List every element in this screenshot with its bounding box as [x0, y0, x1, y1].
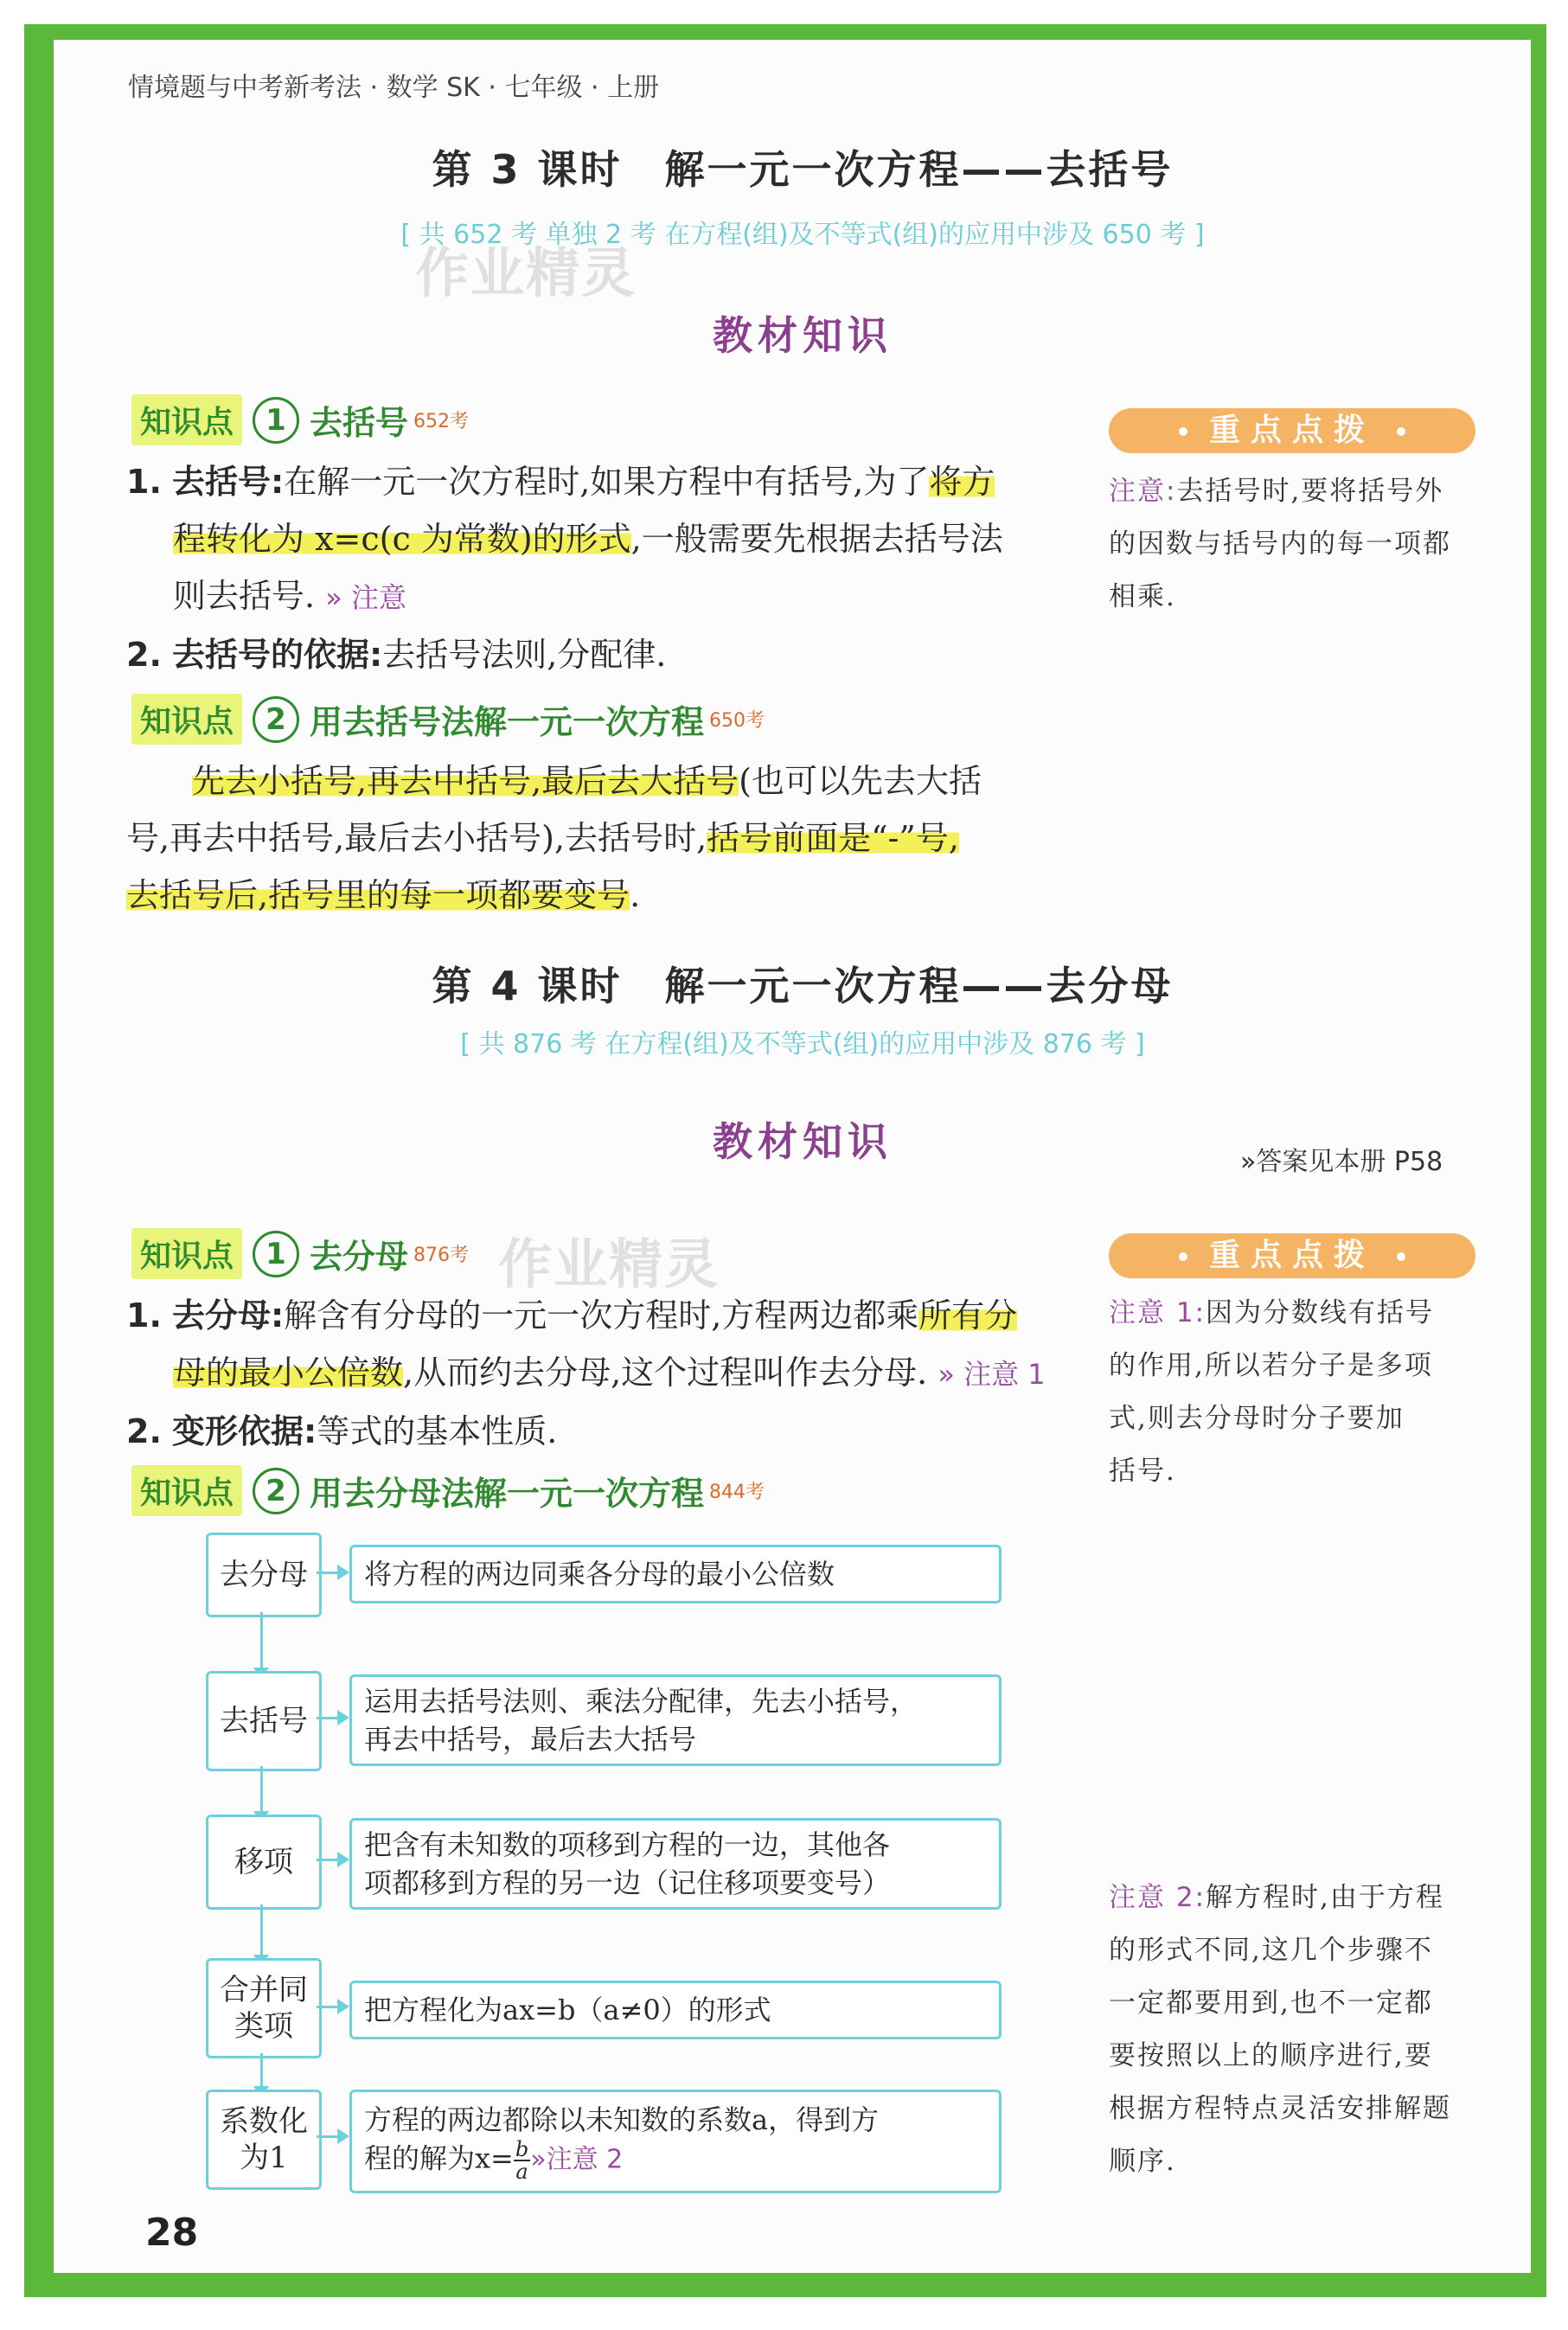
- highlight-text: 去括号后,括号里的每一项都要变号: [126, 876, 630, 914]
- step-name: 去括号: [220, 1704, 308, 1738]
- dot-icon: [1397, 427, 1405, 436]
- lesson3-kp2-paragraph: [126, 752, 1078, 924]
- tip-text: 因为分数线有括号: [1206, 1297, 1435, 1328]
- item-text: 解含有分母的一元一次方程时,方程两边都乘: [284, 1296, 919, 1335]
- item-label: 去括号的依据:: [171, 636, 383, 674]
- green-frame-top: [24, 24, 1546, 40]
- flow-step-desc: [349, 1545, 1002, 1603]
- kp-tag: 知识点: [131, 394, 242, 445]
- step-name-line: 类项: [234, 2009, 293, 2044]
- paragraph-text: .: [630, 876, 641, 914]
- flow-step-remove-denominators: [206, 1533, 322, 1617]
- arrow-right-icon: [337, 1999, 349, 2014]
- flow-step-desc: [349, 2090, 1002, 2193]
- dot-icon: [1179, 427, 1187, 436]
- fraction-denominator: a: [515, 2160, 528, 2184]
- kp-tag: 知识点: [131, 1228, 242, 1279]
- note-link[interactable]: » 注意 1: [938, 1358, 1046, 1391]
- step-desc-line: 把方程化为ax=b（a≠0）的形式: [364, 1994, 771, 2026]
- kp-number: 2: [253, 696, 299, 743]
- fraction-numerator: b: [515, 2137, 529, 2161]
- lesson4-stats: [ 共 876 考 在方程(组)及不等式(组)的应用中涉及 876 考 ]: [460, 1029, 1145, 1059]
- item-text: 去括号法则,分配律.: [382, 636, 667, 674]
- highlight-text: 先去小括号,再去中括号,最后去大括号: [192, 762, 739, 800]
- kp-count: 650考: [709, 710, 765, 732]
- lesson4-section-title: 教材知识: [713, 1118, 893, 1165]
- item-number: 1.: [126, 463, 162, 501]
- flow-step-desc: [349, 1674, 1002, 1766]
- item-label: 去分母:: [171, 1296, 285, 1335]
- item-number: 2.: [126, 636, 162, 674]
- dot-icon: [1179, 1252, 1187, 1261]
- running-header: 情境题与中考新考法 · 数学 SK · 七年级 · 上册: [128, 73, 660, 103]
- watermark: 作业精灵: [415, 241, 637, 304]
- arrow-right-icon: [337, 1565, 349, 1580]
- page-number: 28: [145, 2211, 199, 2255]
- flow-step-desc: [349, 1818, 1002, 1910]
- lesson3-kp1-item1: [126, 453, 1078, 683]
- item-number: 2.: [126, 1412, 162, 1450]
- tip-head-label: 重点点拨: [1208, 413, 1375, 448]
- kp-count: 652考: [413, 411, 470, 432]
- tip-head-label: 重点点拨: [1208, 1238, 1375, 1273]
- step-name: 移项: [234, 1845, 293, 1879]
- dot-icon: [1397, 1252, 1405, 1261]
- item-text: 等式的基本性质.: [317, 1412, 558, 1450]
- lesson4-kp2-header: [131, 1465, 765, 1516]
- watermark: 作业精灵: [498, 1232, 720, 1296]
- kp-title: 去分母: [310, 1238, 409, 1276]
- flow-connector: [317, 1717, 339, 1719]
- lesson3-tip-body: [1109, 465, 1489, 624]
- flow-connector: [260, 1612, 263, 1671]
- lesson3-kp2-header: [131, 694, 765, 745]
- tip-text: 要按照以上的顺序进行,要: [1109, 2040, 1433, 2071]
- paragraph-text: (也可以先去大括: [739, 762, 982, 800]
- flow-connector: [317, 1571, 339, 1574]
- lesson3-tip-header: [1109, 408, 1475, 453]
- tip-text: 式,则去分母时分子要加: [1109, 1403, 1405, 1434]
- highlight-text: 所有分: [918, 1296, 1018, 1335]
- lesson4-kp1-items: [126, 1287, 1078, 1460]
- kp-tag: 知识点: [131, 694, 242, 745]
- kp-number: 1: [253, 1231, 299, 1277]
- fraction: [514, 2139, 530, 2182]
- kp-count: 876考: [413, 1245, 470, 1266]
- tip-text: 顺序.: [1109, 2146, 1176, 2177]
- flow-connector: [260, 2053, 263, 2090]
- flow-connector: [317, 2006, 339, 2008]
- lesson3-kp1-header: [131, 394, 469, 445]
- answer-reference[interactable]: »答案见本册 P58: [1240, 1147, 1443, 1177]
- arrow-right-icon: [337, 1710, 349, 1725]
- step-name: 去分母: [220, 1558, 308, 1592]
- step-desc-line: [364, 2139, 623, 2182]
- tip-text: 根据方程特点灵活安排解题: [1109, 2093, 1451, 2124]
- arrow-right-icon: [337, 1852, 349, 1867]
- arrow-right-icon: [337, 2128, 349, 2144]
- flow-connector: [317, 1859, 339, 1861]
- kp-title: 用去括号法解一元一次方程: [310, 703, 705, 741]
- lesson4-tip-note2: [1109, 1872, 1489, 2188]
- flow-connector: [260, 1766, 263, 1815]
- item-text: 则去括号.: [173, 577, 316, 615]
- item-number: 1.: [126, 1296, 162, 1335]
- green-frame-bottom: [24, 2273, 1546, 2297]
- flow-step-combine-like-terms: [206, 1958, 322, 2058]
- lesson3-title: 第 3 课时 解一元一次方程——去括号: [432, 146, 1174, 193]
- lesson4-tip-note1: [1109, 1287, 1489, 1498]
- tip-text: 一定都要用到,也不一定都: [1109, 1988, 1433, 2019]
- kp-title: 去括号: [310, 404, 409, 442]
- tip-text: 相乘.: [1109, 581, 1176, 612]
- step-desc-line: 项都移到方程的另一边（记住移项要变号）: [364, 1866, 891, 1899]
- step-name-line: 为1: [240, 2141, 288, 2175]
- lesson4-tip-header: [1109, 1233, 1475, 1278]
- kp-number: 1: [253, 397, 299, 444]
- highlight-text: 程转化为 x=c(c 为常数)的形式: [173, 520, 631, 558]
- step-desc-line: 运用去括号法则、乘法分配律，先去小括号，: [364, 1685, 918, 1718]
- step-desc-text: 程的解为x=: [364, 2141, 514, 2175]
- tip-label: 注意:: [1109, 476, 1177, 507]
- lesson4-title: 第 4 课时 解一元一次方程——去分母: [432, 963, 1174, 1009]
- flow-connector: [260, 1904, 263, 1958]
- flow-step-coefficient-to-one: [206, 2090, 322, 2190]
- tip-text: 括号.: [1109, 1456, 1176, 1487]
- tip-text: 的形式不同,这几个步骤不: [1109, 1935, 1433, 1966]
- note-link[interactable]: »注意 2: [530, 2144, 624, 2175]
- paragraph-text: 号,再去中括号,最后去小括号),去括号时,: [126, 819, 707, 857]
- step-desc-line: 将方程的两边同乘各分母的最小公倍数: [364, 1558, 835, 1591]
- highlight-text: 括号前面是“-”号,: [707, 819, 959, 857]
- tip-text: 解方程时,由于方程: [1206, 1882, 1444, 1913]
- item-label: 去括号:: [171, 463, 285, 501]
- step-desc-line: 方程的两边都除以未知数的系数a，得到方: [364, 2103, 880, 2136]
- highlight-text: 母的最小公倍数: [173, 1354, 404, 1392]
- item-text: 在解一元一次方程时,如果方程中有括号,为了: [284, 463, 930, 501]
- kp-number: 2: [253, 1468, 299, 1514]
- item-text: ,一般需要先根据去括号法: [630, 520, 1003, 558]
- kp-count: 844考: [709, 1482, 765, 1503]
- step-desc-line: 把含有未知数的项移到方程的一边，其他各: [364, 1828, 891, 1861]
- highlight-text: 将方: [929, 463, 995, 501]
- item-label: 变形依据:: [171, 1412, 317, 1450]
- tip-label: 注意 1:: [1109, 1297, 1206, 1328]
- step-name-line: 系数化: [220, 2104, 308, 2139]
- flow-step-transpose: [206, 1815, 322, 1910]
- flow-step-desc: [349, 1981, 1002, 2039]
- kp-tag: 知识点: [131, 1465, 242, 1516]
- tip-text: 去括号时,要将括号外: [1176, 476, 1444, 507]
- kp-title: 用去分母法解一元一次方程: [310, 1475, 705, 1513]
- tip-text: 的因数与括号内的每一项都: [1109, 528, 1451, 560]
- lesson3-section-title: 教材知识: [713, 312, 893, 359]
- tip-label: 注意 2:: [1109, 1882, 1206, 1913]
- item-text: ,从而约去分母,这个过程叫作去分母.: [403, 1354, 928, 1392]
- flow-step-remove-brackets: [206, 1671, 322, 1771]
- note-link[interactable]: » 注意: [325, 581, 406, 614]
- lesson3-stats: [ 共 652 考 单独 2 考 在方程(组)及不等式(组)的应用中涉及 650 考 ]: [400, 220, 1205, 250]
- flow-connector: [317, 2135, 339, 2138]
- tip-text: 的作用,所以若分子是多项: [1109, 1350, 1433, 1381]
- step-desc-line: 再去中括号，最后去大括号: [364, 1723, 697, 1756]
- step-name-line: 合并同: [220, 1973, 308, 2007]
- lesson4-kp1-header: [131, 1228, 469, 1279]
